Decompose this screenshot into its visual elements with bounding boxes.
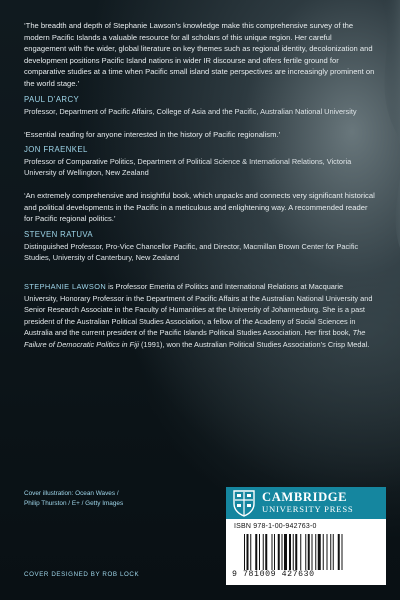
isbn-label: ISBN 978-1-00-942763-0 bbox=[234, 523, 317, 530]
cover-designer-credit: COVER DESIGNED BY ROB LOCK bbox=[24, 571, 140, 578]
endorser-name: PAUL D’ARCY bbox=[24, 94, 80, 104]
endorser-affiliation: Professor, Department of Pacific Affairs, College of Asia and the Pacific, Australian National University bbox=[24, 106, 357, 116]
endorsement-quote: ‘The breadth and depth of Stephanie Lawson’s knowledge make this comprehensive survey of the modern Pacific Islands a valuable resource for all scholars of this unique region. Her careful engagement with the wider, global literature on key themes such as regional identity, decolonization and development positions Pacific Island nations in wider IR discourse and offers fertile ground for comparative studies at a time when Pacific small island state perspectives are increasingly prominent on the world stage.’ bbox=[24, 21, 375, 88]
credit-line-1: Cover illustration: Ocean Waves / bbox=[24, 490, 119, 497]
bio-text: is Professor Emerita of Politics and International Relations at Macquarie University, Honorary Professor in the Department of Pacific Affairs at the Australian National University and Senior Research Associate in the Faculty of Humanities at the University of Johannesburg. She is a past president of the Australian Political Studies Association, a fellow of the Academy of Social Sciences in Australia and the current president of the Pacific Islands Political Studies Association. Her first book, bbox=[24, 281, 373, 338]
endorsement-2 bbox=[24, 129, 376, 179]
endorser-affiliation: Professor of Comparative Politics, Department of Political Science & International Relations, Victoria University of Wellington, New Zealand bbox=[24, 157, 352, 178]
endorsement-quote: ‘An extremely comprehensive and insightful book, which unpacks and connects very significant historical and political developments in the Pacific in a meticulous and enlightening way. A recommended reader for Pacific regional politics.’ bbox=[24, 191, 375, 224]
publisher-logo bbox=[226, 487, 386, 519]
cover-text bbox=[24, 20, 376, 358]
credit-line-2: Philip Thurston / E+ / Getty Images bbox=[24, 500, 124, 507]
book-title: The Failure of Democratic Politics in Fiji bbox=[24, 328, 366, 349]
endorsement-3 bbox=[24, 190, 376, 263]
publisher-name-line-1: CAMBRIDGE bbox=[262, 490, 348, 504]
barcode-image bbox=[244, 534, 378, 570]
author-bio bbox=[24, 281, 376, 351]
author-name: STEPHANIE LAWSON bbox=[24, 281, 107, 291]
isbn-barcode-panel bbox=[226, 519, 386, 585]
endorser-name: JON FRAENKEL bbox=[24, 145, 88, 155]
publisher-name bbox=[262, 491, 354, 515]
cover-illustration-credit bbox=[24, 489, 123, 509]
bio-text-end: (1991), won the Australian Political Studies Association’s Crisp Medal. bbox=[139, 339, 370, 349]
endorser-affiliation: Distinguished Professor, Pro-Vice Chancellor Pacific, and Director, Macmillan Brown Center for Pacific Studies, University of Canterbury, New Zealand bbox=[24, 241, 359, 262]
barcode-digits: 9 781009 427630 bbox=[232, 570, 315, 579]
university-crest-icon bbox=[232, 489, 256, 517]
publisher-name-line-2: UNIVERSITY PRESS bbox=[262, 504, 354, 514]
endorsement-quote: ‘Essential reading for anyone interested in the history of Pacific regionalism.’ bbox=[24, 129, 281, 139]
endorser-name: STEVEN RATUVA bbox=[24, 229, 94, 239]
endorsement-1 bbox=[24, 20, 376, 117]
